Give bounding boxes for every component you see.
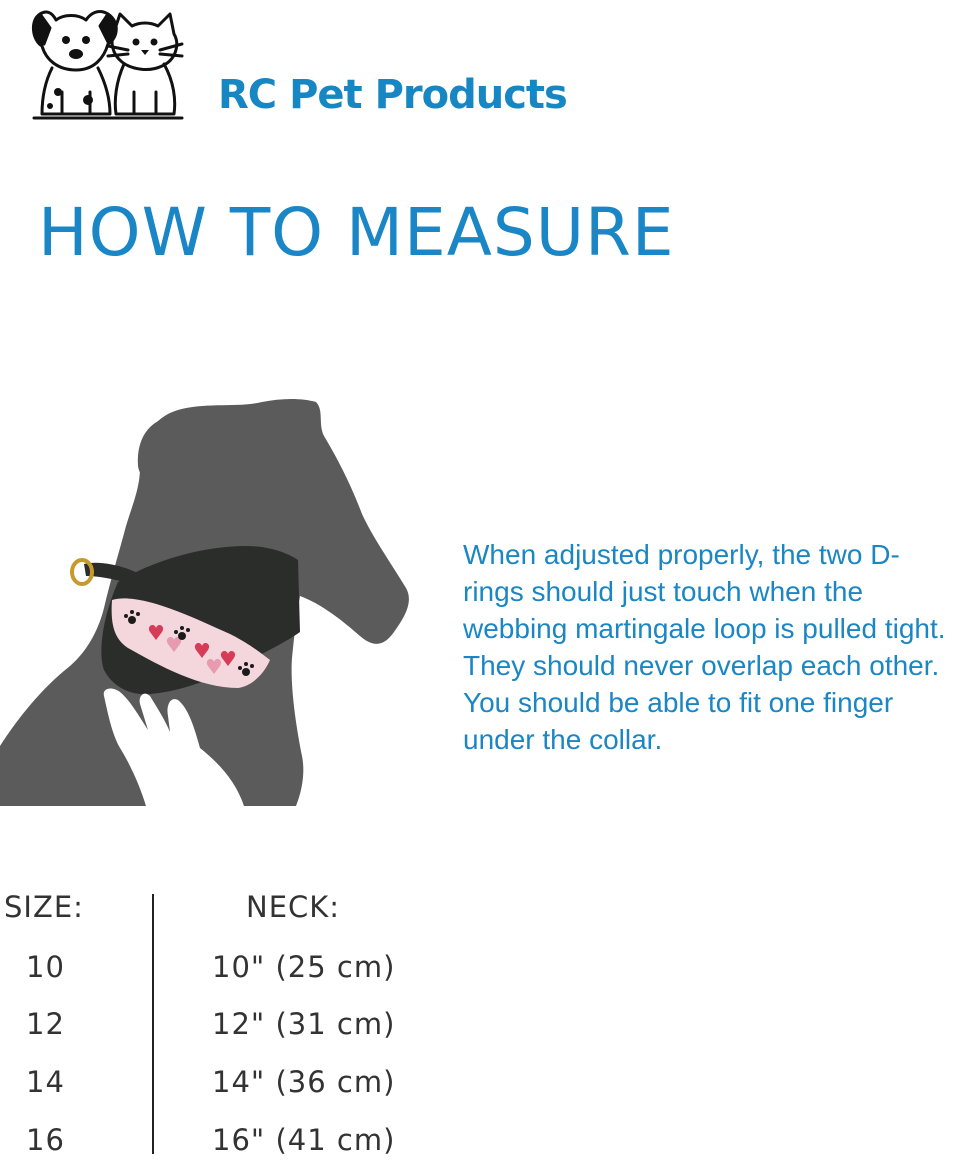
table-row bbox=[0, 950, 420, 990]
size-value: 14 bbox=[26, 1065, 65, 1099]
dog-collar-illustration bbox=[0, 396, 420, 806]
neck-value: 16" (41 cm) bbox=[212, 1123, 396, 1157]
size-value: 16 bbox=[26, 1123, 65, 1157]
size-chart bbox=[0, 890, 420, 1158]
table-row bbox=[0, 1123, 420, 1163]
page-title: HOW TO MEASURE bbox=[38, 194, 675, 271]
size-value: 12 bbox=[26, 1007, 65, 1041]
neck-header: NECK: bbox=[246, 890, 341, 924]
neck-value: 14" (36 cm) bbox=[212, 1065, 396, 1099]
dog-and-cat-logo-icon bbox=[28, 0, 188, 128]
neck-value: 12" (31 cm) bbox=[212, 1007, 396, 1041]
size-header: SIZE: bbox=[4, 890, 84, 924]
size-value: 10 bbox=[26, 950, 65, 984]
neck-value: 10" (25 cm) bbox=[212, 950, 396, 984]
fit-instructions: When adjusted properly, the two D-rings should just touch when the webbing martingale loop is pulled tight. They should never overlap each other. You should be able to fit one finger under the collar. bbox=[463, 539, 946, 755]
brand-logo bbox=[28, 0, 567, 130]
brand-name: RC Pet Products bbox=[218, 72, 567, 118]
table-row bbox=[0, 1007, 420, 1047]
table-row bbox=[0, 1065, 420, 1105]
